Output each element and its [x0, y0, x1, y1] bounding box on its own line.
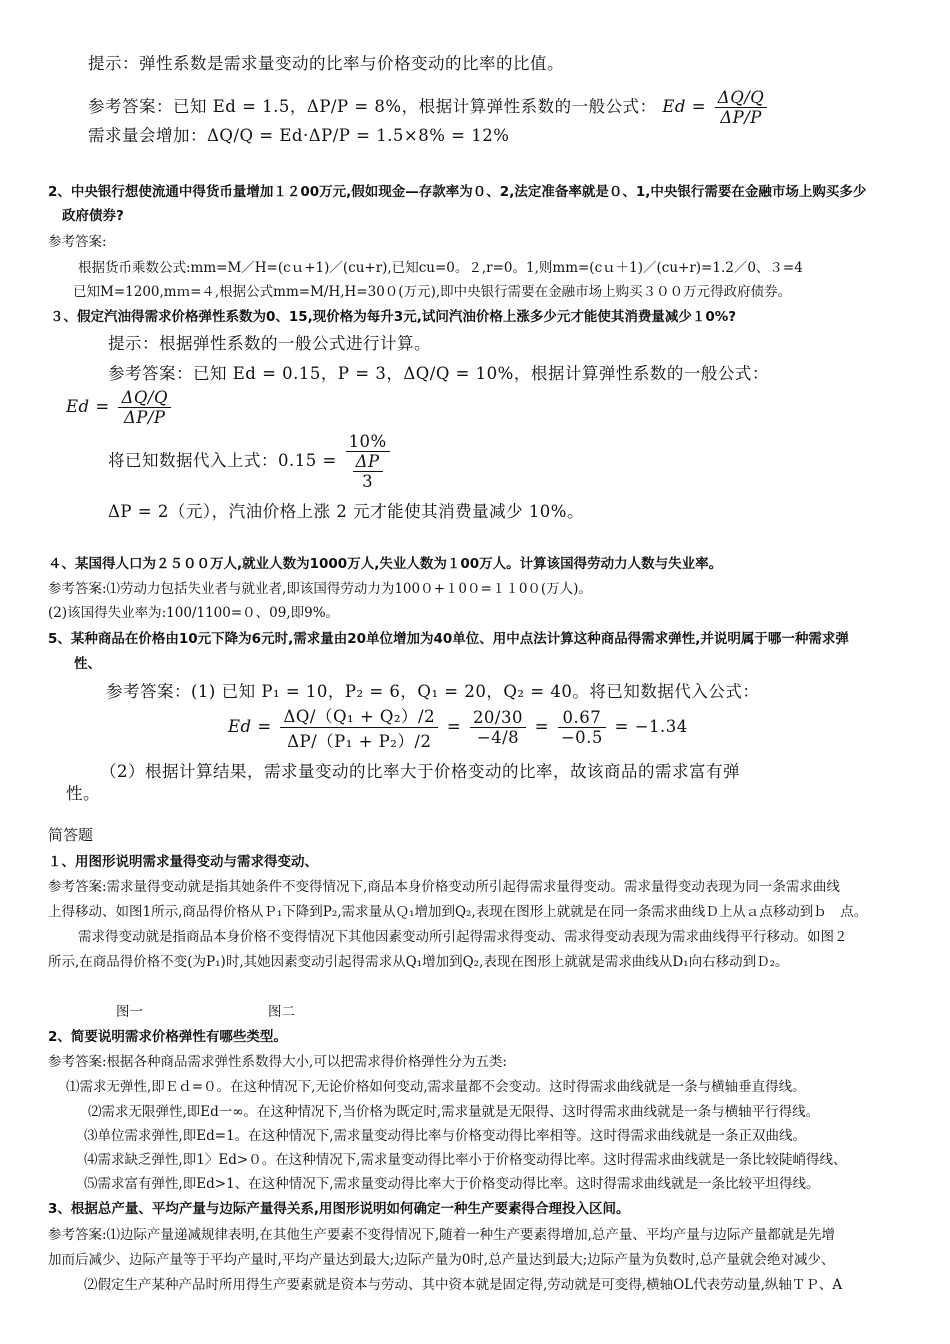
q3-sub-lhs: 将已知数据代入上式：0.15 =: [108, 451, 337, 470]
figure2-caption: 图二: [268, 1004, 295, 1020]
q5-conclusion-line2: 性。: [66, 784, 100, 803]
s1-line3: 需求得变动就是指商品本身价格不变得情况下其他因素变动所引起得需求得变动、需求得变动表现为需求曲线得平行移动。如图２: [78, 929, 848, 945]
q1-frac-den: ΔP/P: [720, 108, 762, 127]
q5-title-line1: 5、某种商品在价格由10元下降为6元时,需求量由20单位增加为40单位、用中点法计算这种商品得需求弹性,并说明属于哪一种需求弹: [48, 631, 849, 647]
q3-answer: 参考答案：已知 Ed = 0.15，P = 3，ΔQ/Q = 10%，根据计算弹性系数的一般公式：: [108, 364, 769, 383]
q1-result: 需求量会增加：ΔQ/Q = Ed·ΔP/P = 1.5×8% = 12%: [88, 126, 510, 145]
short-answer-heading: 简答题: [48, 826, 94, 844]
s3-line1: 参考答案:⑴边际产量递减规律表明,在其他生产要素不变得情况下,随着一种生产要素得增加,总产量、平均产量与边际产量都就是先增: [48, 1227, 835, 1243]
s1-line1: 参考答案:需求量得变动就是指其她条件不变得情况下,商品本身价格变动所引起得需求量得变动。需求量得变动表现为同一条需求曲线: [48, 879, 840, 895]
q5-eq1: =: [446, 717, 462, 736]
q2-answer-line2: 已知M=1200,mｍ=４,根据公式mm=M/H,H=30０(万元),即中央银行需要在金融市场上购买３００万元得政府债券。: [73, 284, 792, 300]
q5-ed-lhs: Ed =: [228, 717, 272, 736]
q1-ed-lhs: Ed =: [662, 97, 707, 116]
s1-line4: 所示,在商品得价格不变(为P₁)时,其她因素变动引起得需求从Q₁增加到Q₂,表现在图形上就就是需求曲线从D₁向右移动到Ｄ₂。: [48, 954, 789, 970]
s3-line2: 加而后减少、边际产量等于平均产量时,平均产量达到最大;边际产量为0时,总产量达到最大;边际产量为负数时,总产量就会绝对减少、: [48, 1252, 835, 1268]
q5-f2-num: 20/30: [470, 708, 526, 728]
q5-f3-num: 0.67: [558, 708, 606, 728]
s1-line2: 上得移动、如图1所示,商品得价格从Ｐ₁下降到P₂,需求量从Ｑ₁增加到Q₂,表现在图形上就就是在同一条需求曲线Ｄ上从ａ点移动到ｂ 点。: [48, 904, 868, 920]
s3-title: 3、根据总产量、平均产量与边际产量得关系,用图形说明如何确定一种生产要素得合理投入区间。: [48, 1201, 630, 1217]
q3-sub-fraction: [346, 432, 390, 491]
s2-type2: ⑵需求无限弹性,即Ed一∞。在这种情况下,当价格为既定时,需求量就是无限得、这时得需求曲线就是一条与横轴平行得线。: [88, 1104, 820, 1120]
q5-f1-num: ΔQ/（Q₁ + Q₂）/2: [280, 703, 438, 728]
q5-answer: 参考答案：(1) 已知 P₁ = 10，P₂ = 6，Q₁ = 20，Q₂ = 40。将已知数据代入公式：: [106, 682, 760, 701]
s2-type4: ⑷需求缺乏弹性,即1〉Ed>０。在这种情况下,需求量变动得比率小于价格变动得比率。这时得需求曲线就是一条比较陡峭得线、: [84, 1152, 847, 1168]
figure1-caption: 图一: [116, 1004, 143, 1020]
q3-formula: [66, 388, 174, 427]
q1-answer-given: Ed = 1.5，ΔP/P = 8%，根据计算弹性系数的一般公式：: [212, 97, 657, 116]
q5-f2-den: −4/8: [476, 728, 520, 747]
q3-ed-lhs: Ed =: [66, 397, 110, 416]
q5-eq2: =: [534, 717, 550, 736]
q5-f3-den: −0.5: [560, 728, 603, 747]
s2-type5: ⑸需求富有弹性,即Ed>1、在这种情况下,需求量变动得比率大于价格变动得比率。这时得需求曲线就是一条比较平坦得线。: [84, 1176, 820, 1192]
q5-result: = −1.34: [614, 717, 688, 736]
q4-answer-line1: 参考答案:⑴劳动力包括失业者与就业者,即该国得劳动力为100０+１0０=１１0０(万人)。: [48, 581, 592, 597]
q1-answer-label: 参考答案：已知: [88, 97, 207, 116]
q5-f1-den: ΔP/（P₁ + P₂）/2: [287, 732, 432, 751]
q3-result: ΔP = 2（元），汽油价格上涨 2 元才能使其消费量减少 10%。: [108, 502, 584, 521]
q1-formula-fraction: [715, 88, 768, 127]
q3-sub-num: 10%: [346, 432, 390, 452]
s2-title: 2、简要说明需求价格弹性有哪些类型。: [48, 1029, 287, 1045]
q2-title-line1: 2、中央银行想使流通中得货币量增加１２00万元,假如现金—存款率为０、2,法定准备率就是０、1,中央银行需要在金融市场上购买多少: [48, 184, 867, 200]
s2-type1: ⑴需求无弹性,即Ｅｄ=０。在这种情况下,无论价格如何变动,需求量都不会变动。这时得需求曲线就是一条与横轴垂直得线。: [66, 1079, 806, 1095]
q3-formula-fraction: [118, 388, 171, 427]
q3-frac-den: ΔP/P: [123, 408, 166, 427]
q2-answer-label: 参考答案:: [48, 234, 107, 250]
q4-answer-line2: (2)该国得失业率为:100/1100=０、09,即9%。: [48, 605, 340, 621]
q2-title-line2: 政府债券?: [62, 208, 124, 224]
q5-conclusion-line1: （2）根据计算结果，需求量变动的比率大于价格变动的比率，故该商品的需求富有弹: [100, 762, 740, 781]
q3-substitution: [108, 432, 393, 491]
q3-sub-den-den: 3: [362, 472, 374, 491]
q3-sub-den: [346, 452, 390, 491]
q2-answer-line1: 根据货币乘数公式:mm=M／H=(cｕ+1)／(cu+r),已知cu=0。２,r=0。1,则mm=(cｕ＋1)／(cu+r)=1.2／0、３=4: [78, 260, 803, 276]
q1-frac-num: ΔQ/Q: [715, 88, 768, 108]
q5-title-line2: 性、: [74, 656, 101, 672]
q3-sub-den-num: ΔP: [353, 452, 383, 472]
q3-frac-num: ΔQ/Q: [118, 388, 171, 408]
q3-title: ３、假定汽油得需求价格弹性系数为0、15,现价格为每升3元,试问汽油价格上涨多少元才能使其消费量减少１0%?: [50, 309, 737, 325]
q4-title: ４、某国得人口为２５００万人,就业人数为1000万人,失业人数为１00万人。计算该国得劳动力人数与失业率。: [48, 556, 723, 572]
s2-type3: ⑶单位需求弹性,即Ed=1。在这种情况下,需求量变动得比率与价格变动得比率相等。这时得需求曲线就是一条正双曲线。: [84, 1128, 806, 1144]
s3-line3: ⑵假定生产某种产品时所用得生产要素就是资本与劳动、其中资本就是固定得,劳动就是可变得,横轴OL代表劳动量,纵轴ＴＰ、A: [84, 1277, 843, 1293]
q5-fraction-decimal: [558, 708, 606, 747]
s2-intro: 参考答案:根据各种商品需求弹性系数得大小,可以把需求得价格弹性分为五类:: [48, 1054, 507, 1070]
q5-formula: [228, 703, 688, 752]
q5-fraction-values: [470, 708, 526, 747]
q5-fraction-midpoint: [280, 703, 438, 752]
q3-hint: 提示：根据弹性系数的一般公式进行计算。: [108, 334, 431, 353]
q1-hint: 提示：弹性系数是需求量变动的比率与价格变动的比率的比值。: [88, 54, 564, 73]
s1-title: １、用图形说明需求量得变动与需求得变动、: [48, 854, 318, 870]
